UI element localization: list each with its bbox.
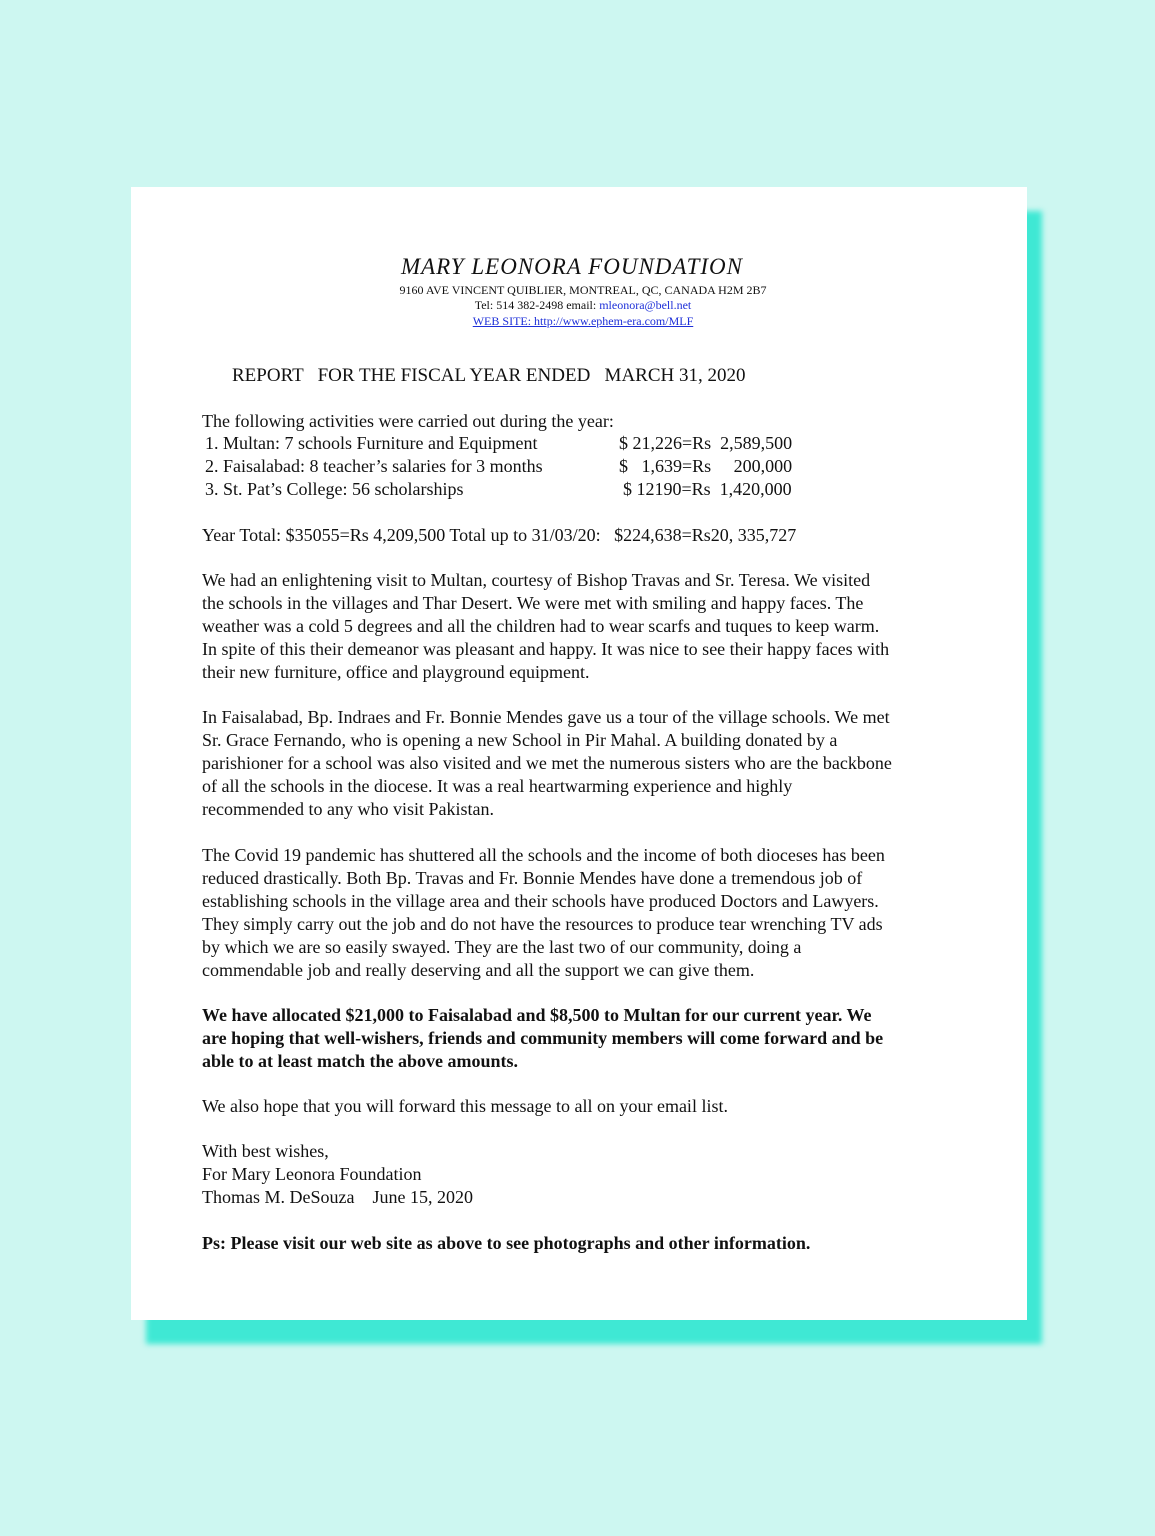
text-line: of all the schools in the diocese. It was a real heartwarming experience and highly — [202, 776, 793, 796]
text-line: recommended to any who visit Pakistan. — [202, 799, 494, 819]
text-line: parishioner for a school was also visited and we met the numerous sisters who are the backbone — [202, 753, 892, 773]
text-line: their new furniture, office and playground equipment. — [202, 662, 590, 682]
org-website — [0, 314, 1155, 329]
paragraph-forward — [202, 1095, 982, 1118]
text-line: able to at least match the above amounts. — [202, 1051, 518, 1071]
text-line: are hoping that well-wishers, friends and community members will come forward and be — [202, 1028, 884, 1048]
text-line: With best wishes, — [202, 1141, 329, 1161]
report-intro: The following activities were carried out during the year: — [202, 411, 614, 431]
text-line: by which we are so easily swayed. They are the last two of our community, doing a — [202, 937, 802, 957]
text-line: reduced drastically. Both Bp. Travas and Fr. Bonnie Mendes have done a tremendous job of — [202, 868, 863, 888]
paragraph-faisalabad-visit — [202, 706, 982, 821]
text-line: Sr. Grace Fernando, who is opening a new School in Pir Mahal. A building donated by a — [202, 730, 838, 750]
text-line: We also hope that you will forward this message to all on your email list. — [202, 1096, 728, 1116]
activity-amount: $ 12190=Rs 1,420,000 — [623, 479, 792, 499]
org-address: 9160 AVE VINCENT QUIBLIER, MONTREAL, QC, CANADA H2M 2B7 — [399, 283, 767, 297]
text-line: We have allocated $21,000 to Faisalabad and $8,500 to Multan for our current year. We — [202, 1005, 872, 1025]
signature-block — [202, 1140, 982, 1209]
org-title: MARY LEONORA FOUNDATION — [400, 254, 744, 279]
text-line: Ps: Please visit our web site as above to see photographs and other information. — [202, 1233, 811, 1253]
text-line: In Faisalabad, Bp. Indraes and Fr. Bonnie Mendes gave us a tour of the village schools. We met — [202, 707, 890, 727]
activity-amount: $ 1,639=Rs 200,000 — [619, 456, 793, 476]
text-line: We had an enlightening visit to Multan, courtesy of Bishop Travas and Sr. Teresa. We visited — [202, 570, 871, 590]
activity-desc: 1. Multan: 7 schools Furniture and Equipment — [205, 433, 538, 453]
email-link[interactable]: mleonora@bell.net — [599, 298, 692, 312]
activity-desc: 3. St. Pat’s College: 56 scholarships — [205, 479, 464, 499]
text-line: weather was a cold 5 degrees and all the children had to wear scarfs and tuques to keep warm. — [202, 616, 880, 636]
text-line: Thomas M. DeSouza June 15, 2020 — [202, 1187, 473, 1207]
paragraph-covid — [202, 844, 982, 982]
text-line: The Covid 19 pandemic has shuttered all the schools and the income of both dioceses has been — [202, 845, 885, 865]
website-link[interactable]: WEB SITE: http://www.ephem-era.com/MLF — [472, 314, 694, 328]
tel-label: Tel: 514 382-2498 email: — [474, 298, 600, 312]
report-title: REPORT FOR THE FISCAL YEAR ENDED MARCH 31, 2020 — [232, 365, 746, 386]
paragraph-multan-visit — [202, 569, 982, 684]
text-line: In spite of this their demeanor was pleasant and happy. It was nice to see their happy faces with — [202, 639, 890, 659]
activity-amount: $ 21,226=Rs 2,589,500 — [619, 433, 793, 453]
text-line: commendable job and really deserving and all the support we can give them. — [202, 960, 755, 980]
postscript — [202, 1232, 982, 1255]
text-line: the schools in the villages and Thar Desert. We were met with smiling and happy faces. The — [202, 593, 864, 613]
year-total: Year Total: $35055=Rs 4,209,500 Total up to 31/03/20: $224,638=Rs20, 335,727 — [202, 525, 797, 545]
text-line: They simply carry out the job and do not have the resources to produce tear wrenching TV ads — [202, 914, 883, 934]
paragraph-allocation — [202, 1004, 982, 1073]
activity-desc: 2. Faisalabad: 8 teacher’s salaries for 3 months — [205, 456, 543, 476]
org-contact — [0, 298, 1155, 313]
text-line: For Mary Leonora Foundation — [202, 1164, 422, 1184]
text-line: establishing schools in the village area and their schools have produced Doctors and Lawyers. — [202, 891, 879, 911]
